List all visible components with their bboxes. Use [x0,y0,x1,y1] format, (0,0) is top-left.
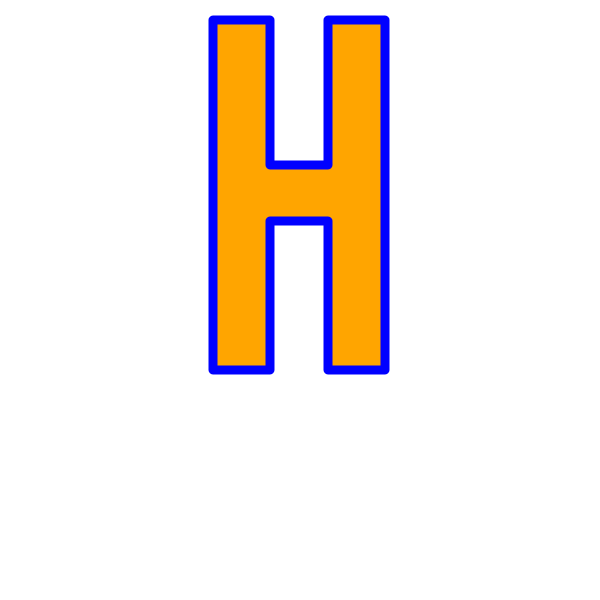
letter-h-shape [213,20,385,370]
